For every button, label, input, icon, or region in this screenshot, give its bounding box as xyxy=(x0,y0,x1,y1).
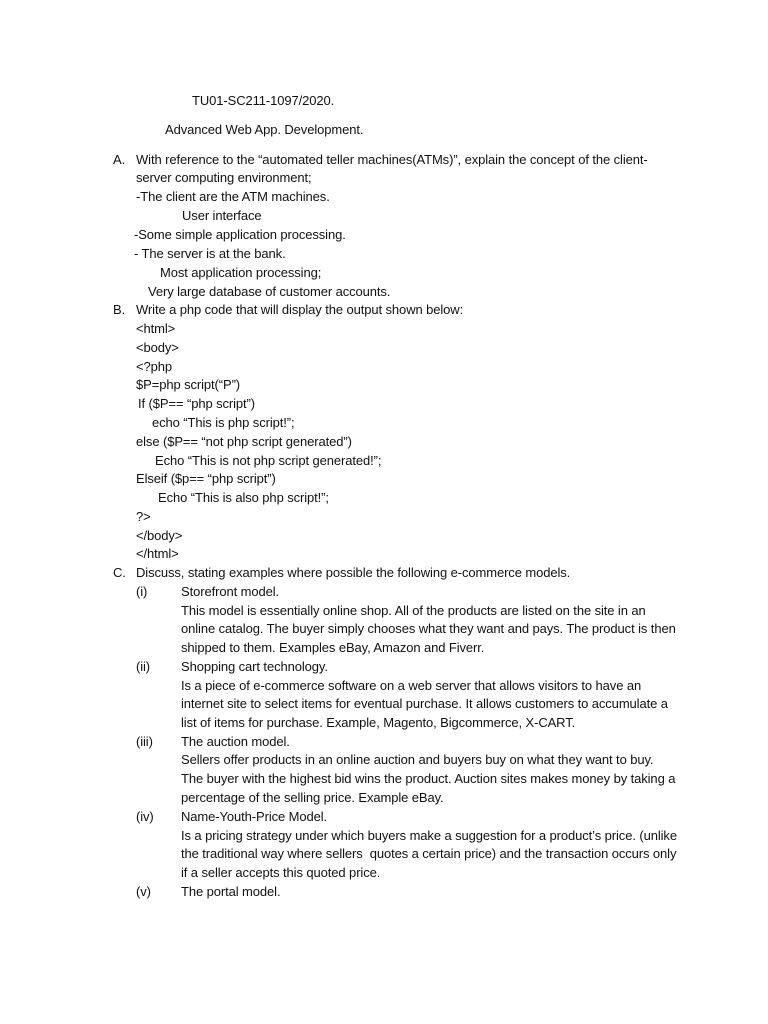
code-line: else ($P== “not php script generated”) xyxy=(136,434,352,449)
code-line: <html> xyxy=(136,321,176,336)
item-number: (i) xyxy=(136,584,148,599)
section-a-answer-line: Most application processing; xyxy=(160,265,322,280)
item-body-line: online catalog. The buyer simply chooses what they want and pays. The product is then xyxy=(181,621,676,636)
item-number: (iv) xyxy=(136,809,154,824)
section-a-marker: A. xyxy=(113,152,126,167)
item-body-line: Is a pricing strategy under which buyers make a suggestion for a product’s price. (unlike xyxy=(181,828,677,843)
code-line: </body> xyxy=(136,528,183,543)
item-body-line: if a seller accepts this quoted price. xyxy=(181,865,381,880)
code-line: ?> xyxy=(136,509,151,524)
code-line: <body> xyxy=(136,340,179,355)
section-a-question-line1: With reference to the “automated teller machines(ATMs)”, explain the concept of the client- xyxy=(136,152,648,167)
section-a-answer-line: Very large database of customer accounts. xyxy=(148,284,391,299)
section-c-marker: C. xyxy=(113,565,126,580)
course-title: Advanced Web App. Development. xyxy=(165,122,364,137)
code-line: <?php xyxy=(136,359,173,374)
item-title: The portal model. xyxy=(181,884,281,899)
code-line: echo “This is php script!”; xyxy=(152,415,295,430)
item-number: (ii) xyxy=(136,659,151,674)
item-body-line: list of items for purchase. Example, Magento, Bigcommerce, X-CART. xyxy=(181,715,576,730)
item-number: (v) xyxy=(136,884,151,899)
item-title: Storefront model. xyxy=(181,584,280,599)
section-a-answer-line: - The server is at the bank. xyxy=(134,246,286,261)
section-b-question: Write a php code that will display the output shown below: xyxy=(136,302,464,317)
section-a-question-line2: server computing environment; xyxy=(136,170,312,185)
code-line: If ($P== “php script”) xyxy=(138,396,256,411)
item-title: Shopping cart technology. xyxy=(181,659,328,674)
item-number: (iii) xyxy=(136,734,153,749)
section-b-marker: B. xyxy=(113,302,126,317)
section-a-answer-line: User interface xyxy=(182,208,262,223)
item-body-line: This model is essentially online shop. All of the products are listed on the site in an xyxy=(181,603,646,618)
item-body-line: The buyer with the highest bid wins the product. Auction sites makes money by taking a xyxy=(181,771,676,786)
item-body-line: internet site to select items for eventual purchase. It allows customers to accumulate a xyxy=(181,696,668,711)
code-line: $P=php script(“P”) xyxy=(136,377,241,392)
section-a-answer-line: -The client are the ATM machines. xyxy=(136,189,330,204)
code-line: Echo “This is not php script generated!”; xyxy=(155,453,382,468)
item-body-line: shipped to them. Examples eBay, Amazon and Fiverr. xyxy=(181,640,485,655)
item-body-line: percentage of the selling price. Example eBay. xyxy=(181,790,444,805)
section-c-question: Discuss, stating examples where possible the following e-commerce models. xyxy=(136,565,571,580)
code-line: Elseif ($p== “php script”) xyxy=(136,471,276,486)
document-id: TU01-SC211-1097/2020. xyxy=(192,93,335,108)
item-body-line: Is a piece of e-commerce software on a web server that allows visitors to have an xyxy=(181,678,642,693)
item-title: Name-Youth-Price Model. xyxy=(181,809,328,824)
item-body-line: the traditional way where sellers quotes a certain price) and the transaction occurs only xyxy=(181,846,677,861)
code-line: Echo “This is also php script!”; xyxy=(158,490,329,505)
item-title: The auction model. xyxy=(181,734,290,749)
section-a-answer-line: -Some simple application processing. xyxy=(134,227,346,242)
code-line: </html> xyxy=(136,546,179,561)
item-body-line: Sellers offer products in an online auction and buyers buy on what they want to buy. xyxy=(181,752,654,767)
